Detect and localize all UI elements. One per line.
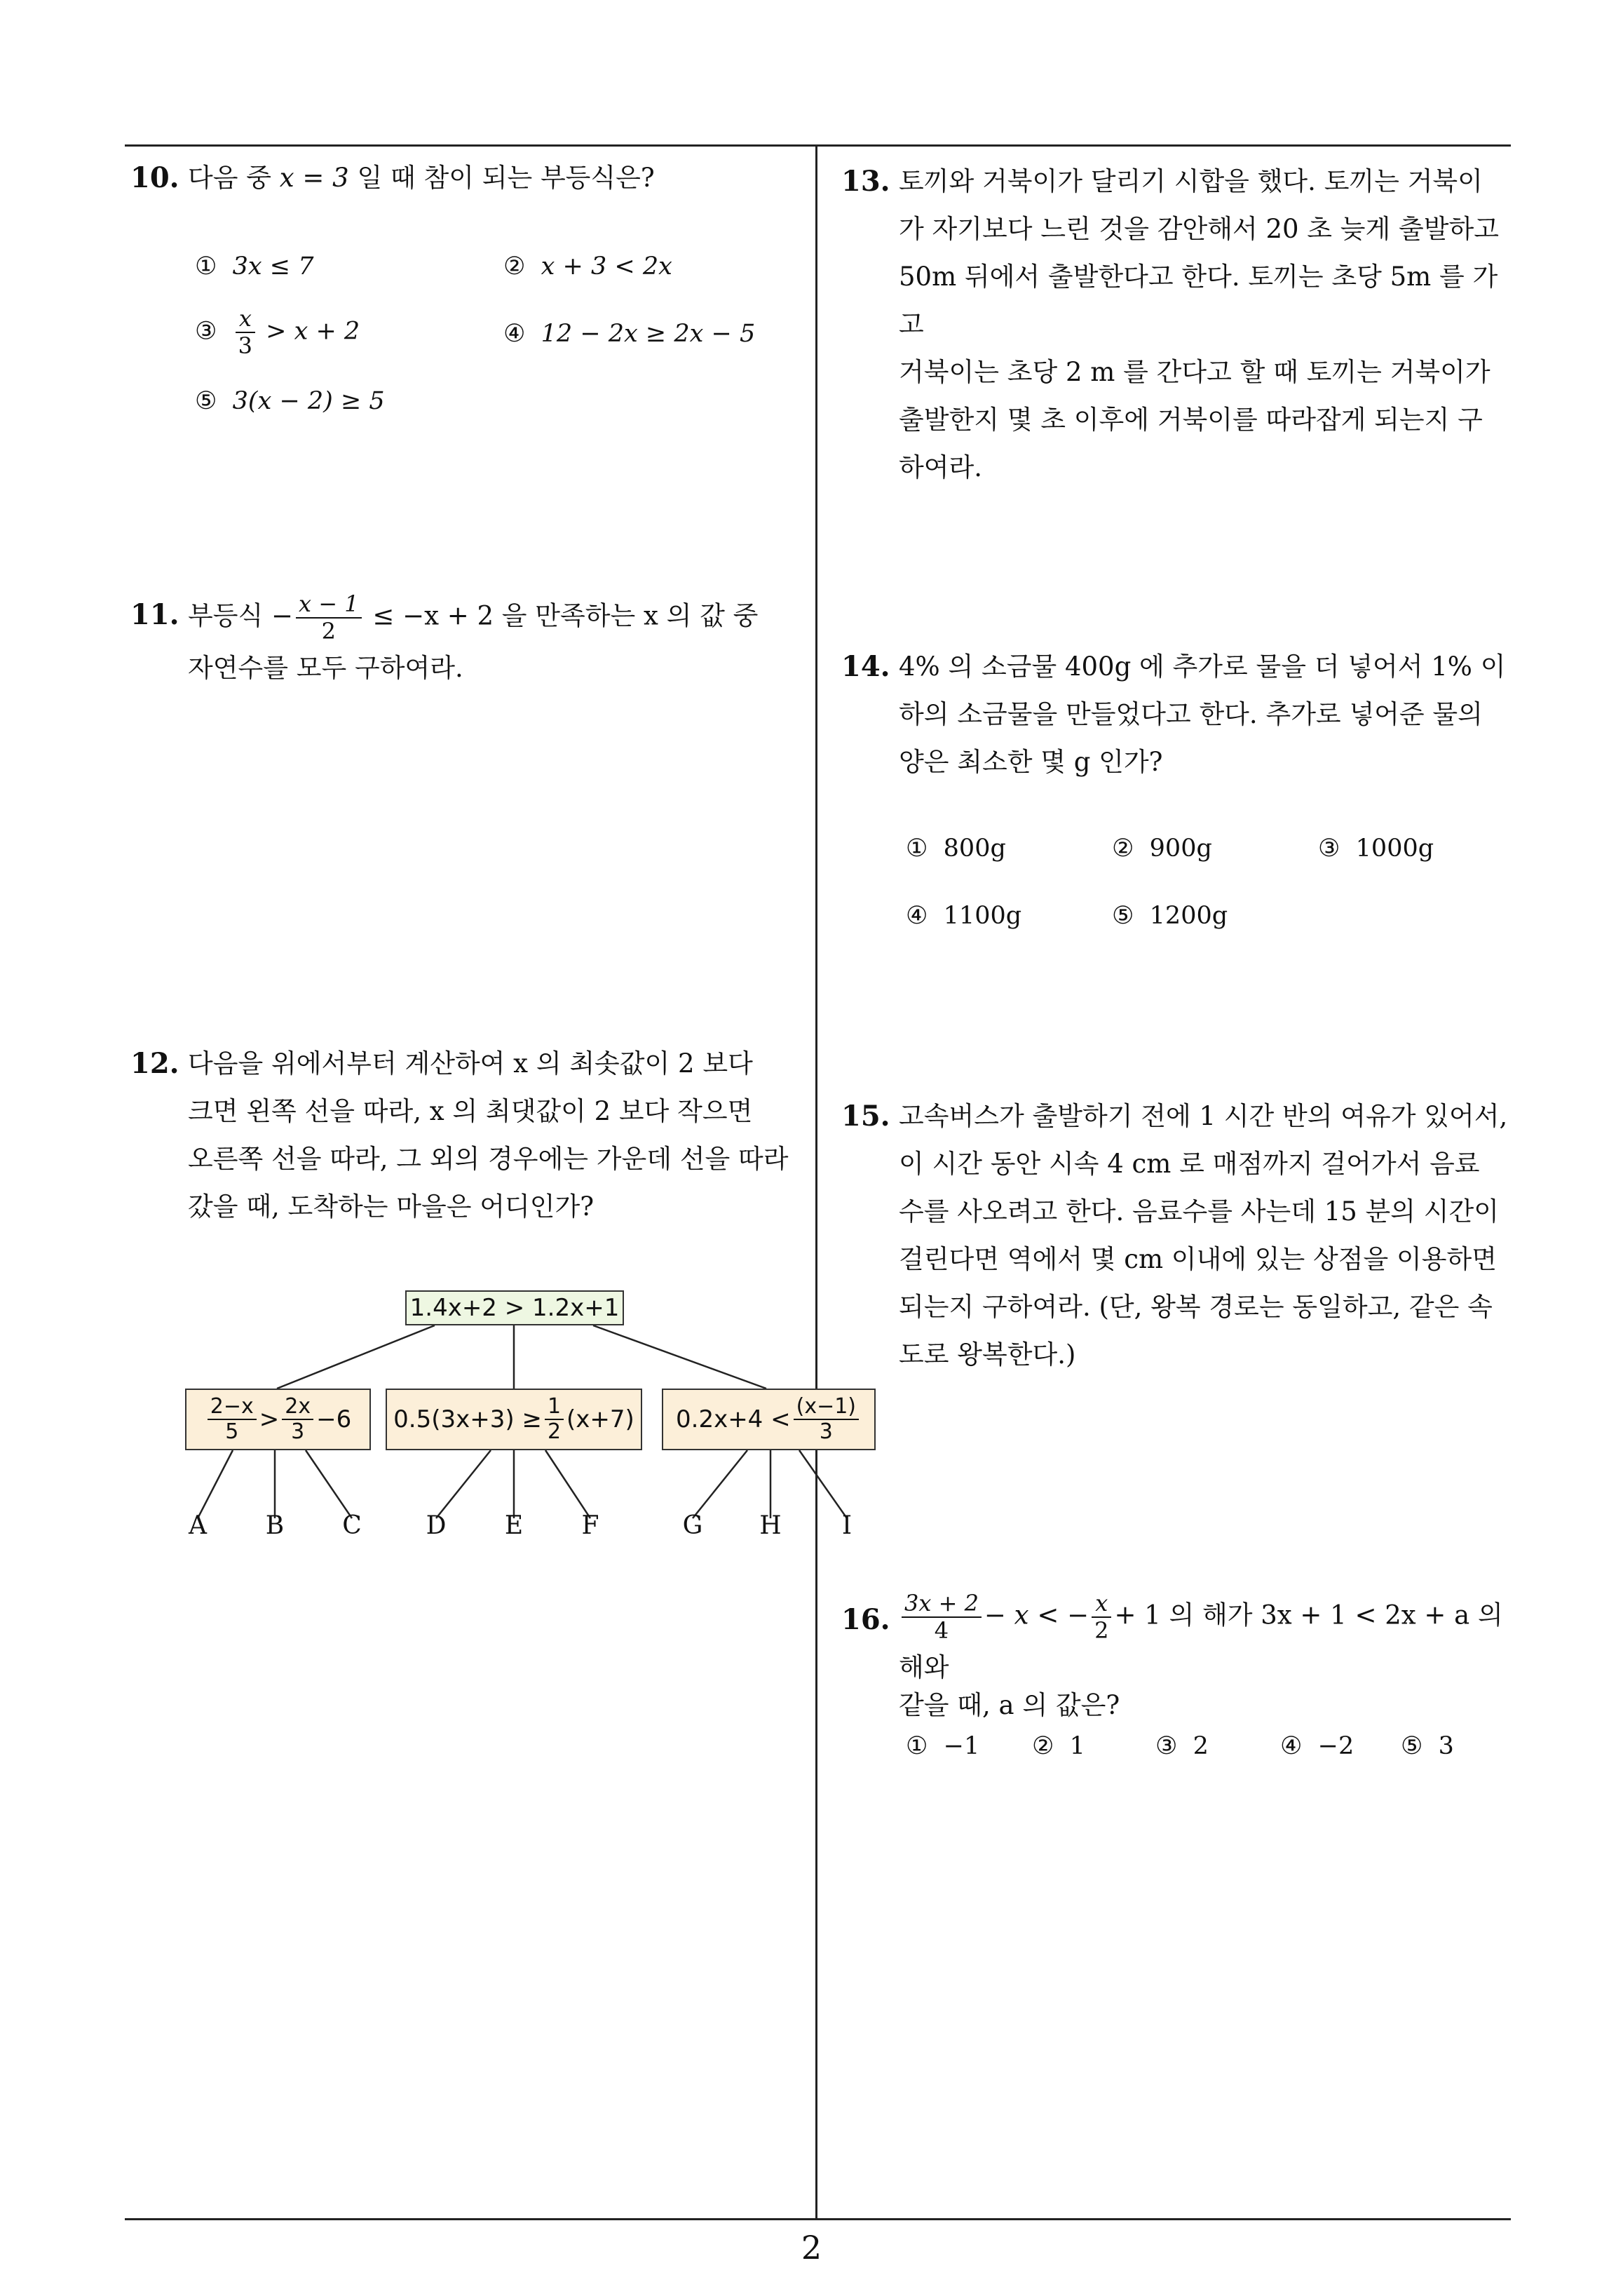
- choice-1[interactable]: ① −1: [906, 1732, 980, 1760]
- question-text-line: 걸린다면 역에서 몇 cm 이내에 있는 상점을 이용하면: [899, 1244, 1497, 1274]
- choice-5[interactable]: ⑤ 3(x − 2) ≥ 5: [195, 387, 385, 415]
- question-number: 14.: [841, 650, 890, 683]
- village-c: C: [342, 1511, 362, 1540]
- right-box: 0.2x+4 < $\frac{(x-1)}{3}$: [662, 1389, 876, 1450]
- question-text-line: 이 시간 동안 시속 4 cm 로 매점까지 걸어가서 음료: [899, 1149, 1480, 1179]
- left-box: $\frac{2-x}{5}$ > $\frac{2x}{3}$ −6: [185, 1389, 371, 1450]
- village-g: G: [682, 1511, 703, 1540]
- question-text-line: 거북이는 초당 2 m 를 간다고 할 때 토끼는 거북이가: [899, 357, 1490, 387]
- question-text-line: 갔을 때, 도착하는 마을은 어디인가?: [188, 1191, 595, 1222]
- village-e: E: [504, 1511, 524, 1540]
- question-text: 부등식 − $\frac{x - 1}{2}$ ≤ −x + 2 을 만족하는 x 의 값 중: [188, 590, 759, 644]
- question-text-line: 같을 때, a 의 값은?: [899, 1689, 1120, 1720]
- question-text-line: 되는지 구하여라. (단, 왕복 경로는 동일하고, 같은 속: [899, 1292, 1493, 1322]
- choice-4[interactable]: ④ −2: [1280, 1732, 1354, 1760]
- choice-3[interactable]: ③ $\frac{x}{3}$ > x + 2: [195, 305, 360, 359]
- choice-1[interactable]: ① 800g: [906, 835, 1006, 863]
- fraction: $\frac{x - 1}{2}$: [296, 591, 362, 644]
- question-text-line: 하여라.: [899, 452, 982, 482]
- choice-1[interactable]: ① 3x ≤ 7: [195, 252, 314, 281]
- choice-2[interactable]: ② x + 3 < 2x: [503, 252, 672, 281]
- choice-3[interactable]: ③ 1000g: [1318, 835, 1434, 863]
- question-15: [841, 1093, 1516, 1379]
- fraction: $\frac{x}{3}$: [236, 306, 255, 359]
- question-text-line: 고속버스가 출발하기 전에 1 시간 반의 여유가 있어서,: [899, 1101, 1508, 1131]
- question-number: 13.: [841, 165, 890, 198]
- question-text-line: 다음을 위에서부터 계산하여 x 의 최솟값이 2 보다: [188, 1048, 753, 1079]
- question-text-line: 양은 최소한 몇 g 인가?: [899, 747, 1163, 777]
- choice-4[interactable]: ④ 1100g: [906, 902, 1022, 930]
- choice-2[interactable]: ② 1: [1032, 1732, 1085, 1760]
- village-h: H: [759, 1511, 782, 1540]
- choice-3[interactable]: ③ 2: [1155, 1732, 1209, 1760]
- question-text-line: 크면 왼쪽 선을 따라, x 의 최댓값이 2 보다 작으면: [188, 1096, 753, 1126]
- question-text-line: 출발한지 몇 초 이후에 거북이를 따라잡게 되는지 구: [899, 405, 1483, 435]
- question-text: 다음 중 x = 3 일 때 참이 되는 부등식은?: [188, 163, 655, 193]
- question-text-line: 도로 왕복한다.): [899, 1339, 1076, 1370]
- question-text-line: 수를 사오려고 한다. 음료수를 사는데 15 분의 시간이: [899, 1196, 1500, 1227]
- question-13: [841, 158, 1516, 492]
- village-f: F: [581, 1511, 599, 1540]
- choice-5[interactable]: ⑤ 3: [1401, 1732, 1454, 1760]
- question-14: [841, 643, 1516, 786]
- choice-2[interactable]: ② 900g: [1112, 835, 1212, 863]
- question-text-line: 50m 뒤에서 출발한다고 한다. 토끼는 초당 5m 를 가고: [899, 262, 1498, 339]
- village-b: B: [265, 1511, 285, 1540]
- question-number: 15.: [841, 1100, 890, 1133]
- choice-5[interactable]: ⑤ 1200g: [1112, 902, 1228, 930]
- question-text-line: 토끼와 거북이가 달리기 시합을 했다. 토끼는 거북이: [899, 166, 1483, 196]
- question-text-line: 가 자기보다 느린 것을 감안해서 20 초 늦게 출발하고: [899, 214, 1500, 244]
- village-i: I: [841, 1511, 853, 1540]
- question-text-line: 자연수를 모두 구하여라.: [188, 652, 463, 683]
- middle-box: 0.5(3x+3) ≥ $\frac{1}{2}$ (x+7): [386, 1389, 642, 1450]
- page-number: 2: [801, 2229, 822, 2267]
- question-16: [841, 1590, 1516, 1729]
- question-text: $\frac{3x + 2}{4}$ − x < − $\frac{x}{2}$ + 1 의 해가 3x + 1 < 2x + a 의 해와: [899, 1590, 1503, 1682]
- question-number: 10.: [130, 161, 179, 194]
- question-number: 16.: [841, 1603, 890, 1636]
- question-text-line: 4% 의 소금물 400g 에 추가로 물을 더 넣어서 1% 이: [899, 651, 1506, 682]
- village-a: A: [189, 1511, 207, 1540]
- question-number: 11.: [130, 598, 179, 631]
- village-d: D: [426, 1511, 447, 1540]
- question-number: 12.: [130, 1047, 179, 1080]
- question-text-line: 오른쪽 선을 따라, 그 외의 경우에는 가운데 선을 따라: [188, 1144, 789, 1174]
- choice-4[interactable]: ④ 12 − 2x ≥ 2x − 5: [503, 320, 756, 348]
- question-text-line: 하의 소금물을 만들었다고 한다. 추가로 넣어준 물의: [899, 699, 1483, 729]
- top-box: 1.4x+2 > 1.2x+1: [405, 1290, 624, 1325]
